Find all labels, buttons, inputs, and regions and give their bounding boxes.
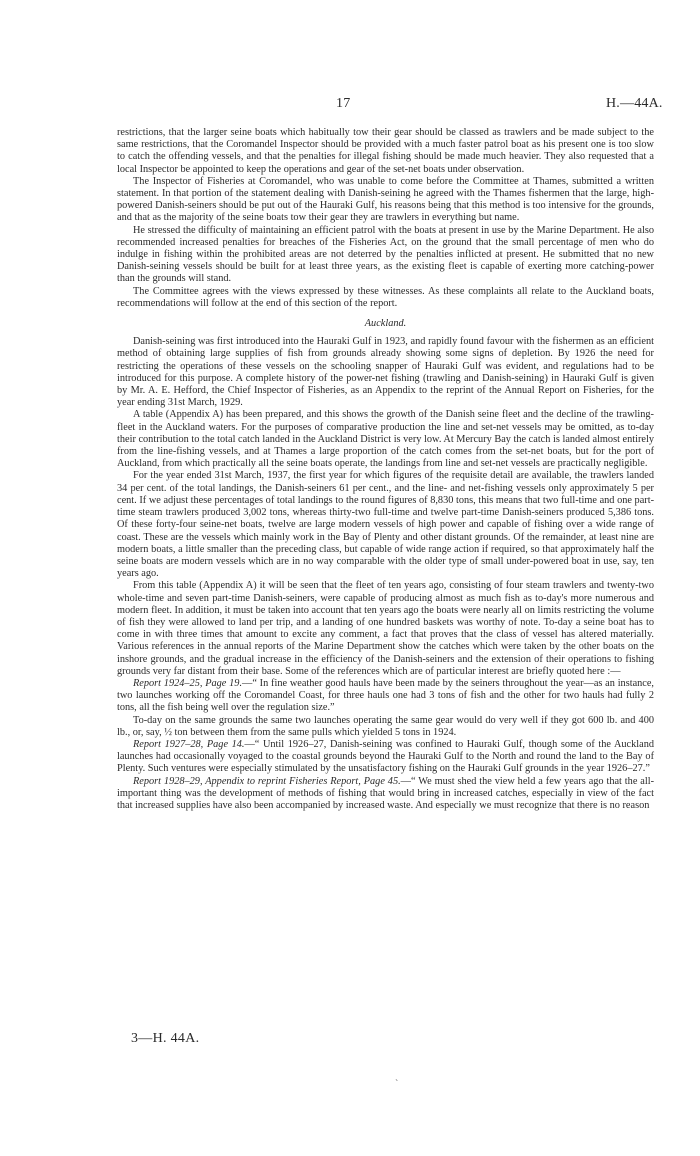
stray-mark: ` bbox=[395, 1079, 399, 1090]
quote-2-ref: Report 1927–28, Page 14. bbox=[133, 738, 245, 750]
paragraph-2: The Inspector of Fisheries at Coromandel, who was unable to come before the Committee at Thames, submitted a written statement. In that portion of the statement dealing with Danish-seining he agreed with the Thames fishermen that the large, high-powered Danish-seiners should be put out of the Hauraki Gulf, his reasons being that this method is too intensive for the grounds, and that as the majority of the seine boats tow their gear they are trawlers in everything but name. bbox=[117, 175, 654, 224]
quote-3-ref: Report 1928–29, Appendix to reprint Fisheries Report, Page 45. bbox=[133, 775, 401, 787]
quote-2-text: —“ Until 1926–27, Danish-seining was confined to Hauraki Gulf, though some of the Auckland launches had occasionally voyaged to the coastal grounds beyond the Hauraki Gulf to the North and round the land to the Bay of Plenty. Such ventures were especially stimulated by the unsatisfactory fishing on the Hauraki Gulf grounds in the year 1926–27.” bbox=[117, 738, 655, 775]
body-text bbox=[117, 127, 654, 812]
paragraph-8: From this table (Appendix A) it will be seen that the fleet of ten years ago, consisting of four steam trawlers and twenty-two whole-time and seven part-time Danish-seiners, were capable of producing almost as much fish as to-day's more numerous and modern fleet. In addition, it must be taken into account that ten years ago the boats were nearly all on limits restricting the volume of fish they were allowed to land per trip, and a landing of one hundred baskets was worthy of note. To-day a seine boat has to come in with three times that amount to excite any comment, a fact that proves that the class of vessel has altered materially. Various references in the annual reports of the Marine Department show the catches which were taken by the other boats on the inshore grounds, and the gradual increase in the efficiency of the Danish-seiners and the extension of their operations to fishing grounds very far distant from their base. Some of the references which are of particular interest are briefly quoted here :— bbox=[117, 580, 654, 677]
quote-3-text: —“ We must shed the view held a few years ago that the all-important thing was the development of methods of fishing that would bring in increased catches, especially in view of the fact that increased supplies have also been accompanied by increased waste. And especially we must recognize that there is no reason bbox=[117, 775, 655, 811]
paragraph-7: For the year ended 31st March, 1937, the first year for which figures of the requisite detail are available, the trawlers landed 34 per cent. of the total landings, the Danish-seiners 61 per cent., and the line- and net-fishing vessels only approximately 5 per cent. If we adjust these percentages of total landings to the round figures of 8,830 tons, this means that two full-time and one part-time steam trawlers produced 3,002 tons, whereas thirty-two full-time and twelve part-time Danish-seiners produced 5,386 tons. Of these forty-four seine-net boats, twelve are large modern vessels of high power and capable of fishing over a wide range of coast. These are the vessels which mainly work in the Bay of Plenty and other distant grounds. Of the remainder, at least nine are modern boats, a little smaller than the preceding class, but capable of wide range action if required, so that approximately half the seine boats are modern vessels which are in no way comparable with the older type of small under-powered boat in use, say, ten years ago. bbox=[117, 470, 654, 580]
quote-1 bbox=[117, 678, 654, 715]
quote-2 bbox=[117, 739, 654, 776]
section-heading-auckland: Auckland. bbox=[364, 318, 407, 330]
page-number: 17 bbox=[336, 96, 351, 111]
paragraph-6: A table (Appendix A) has been prepared, and this shows the growth of the Danish seine fleet and the decline of the trawling-fleet in the Auckland waters. For the purposes of comparative production the line and set-net vessels may be omitted, as to-day their contribution to the total catch landed in the Auckland District is very low. At Mercury Bay the catch is landed almost entirely from the line-fishing vessels, and at Thames a large proportion of the catch comes from the set-net boats, but for the port of Auckland, from which practically all the seine boats operate, the landings from line and set-net vessels are practically negligible. bbox=[117, 409, 654, 470]
document-reference: H.—44A. bbox=[606, 96, 663, 111]
signature-mark: 3—H. 44A. bbox=[131, 1031, 200, 1046]
paragraph-4: The Committee agrees with the views expressed by these witnesses. As these complaints all relate to the Auckland boats, recommendations will follow at the end of this section of the report. bbox=[117, 285, 654, 309]
paragraph-1: restrictions, that the larger seine boats which habitually tow their gear should be classed as trawlers and be made subject to the same restrictions, that the Coromandel Inspector should be provided with a much faster patrol boat as his present one is too slow to catch the offending vessels, and that the penalties for illegal fishing should be made much heavier. They also requested that a local Inspector be appointed to keep the operations and gear of the set-net boats under observation. bbox=[117, 127, 654, 175]
paragraph-3: He stressed the difficulty of maintaining an efficient patrol with the boats at present in use by the Marine Department. He also recommended increased penalties for breaches of the Fisheries Act, on the ground that the small percentage of men who do indulge in fishing within the prohibited areas are not deterred by the penalties inflicted at present. He submitted that no new Danish-seining vessels should be built for at least three years, as the existing fleet is capable of exerting more catching-power than the grounds will stand. bbox=[117, 224, 654, 285]
paragraph-9: To-day on the same grounds the same two launches operating the same gear would do very well if they got 600 lb. and 400 lb., or, say, ½ ton between them from the same pulls which yielded 5 tons in 1924. bbox=[117, 714, 654, 738]
quote-3 bbox=[117, 776, 654, 813]
quote-1-text: —“ In fine weather good hauls have been made by the seiners throughout the year—as an instance, two launches working off the Coromandel Coast, for three hauls one had 3 tons of fish and the other for two hauls had fully 2 tons, all the fish being well over the regulation size.” bbox=[117, 677, 654, 714]
paragraph-5: Danish-seining was first introduced into the Hauraki Gulf in 1923, and rapidly found favour with the fishermen as an efficient method of obtaining large supplies of fish from grounds already showing some signs of depletion. By 1926 the need for restricting the operations of these vessels on the schooling snapper of Hauraki Gulf was evident, and regulations had to be introduced for this purpose. A complete history of the power-net fishing (trawling and Danish-seining) in Hauraki Gulf is given by Mr. A. E. Hefford, the Chief Inspector of Fisheries, as an Appendix to the reprint of the Annual Report on Fisheries, for the year ending 31st March, 1929. bbox=[117, 336, 654, 409]
quote-1-ref: Report 1924–25, Page 19. bbox=[133, 677, 243, 689]
